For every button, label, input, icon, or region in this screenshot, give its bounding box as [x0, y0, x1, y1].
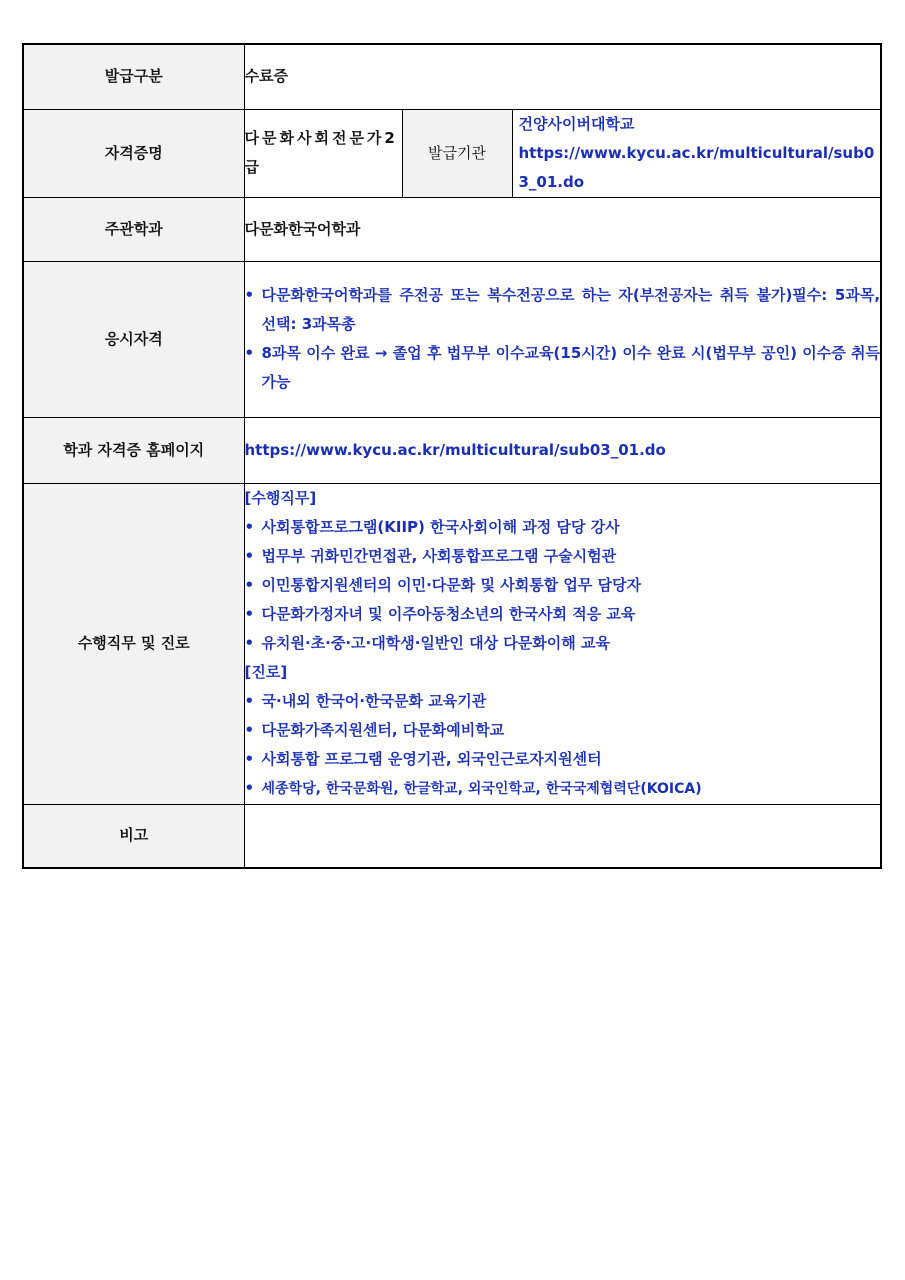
- bullet-icon: •: [244, 344, 255, 362]
- list-item: [245, 281, 881, 339]
- duty-item-text: 유치원·초·중·고·대학생·일반인 대상 다문화이해 교육: [261, 633, 610, 652]
- department-value: 다문화한국어학과: [244, 197, 881, 261]
- list-item: [245, 542, 881, 571]
- bullet-icon: •: [244, 720, 255, 739]
- bullet-icon: •: [244, 691, 255, 710]
- issuer-url-link[interactable]: https://www.kycu.ac.kr/multicultural/sub03_01.do: [518, 143, 875, 191]
- eligibility-label: 응시자격: [23, 261, 244, 417]
- bullet-icon: •: [244, 633, 255, 652]
- homepage-url-link[interactable]: https://www.kycu.ac.kr/multicultural/sub03_01.do: [244, 440, 666, 459]
- row-duties: [23, 483, 881, 804]
- issue-type-value: 수료증: [244, 44, 881, 109]
- duty-item-text: 법무부 귀화민간면접관, 사회통합프로그램 구술시험관: [261, 546, 617, 565]
- row-homepage: [23, 417, 881, 483]
- career-item-text: 다문화가족지원센터, 다문화예비학교: [261, 720, 505, 739]
- duties-cell: [244, 483, 881, 804]
- bullet-icon: •: [244, 517, 255, 536]
- cert-name-label: 자격증명: [23, 109, 244, 197]
- eligibility-cell: [244, 261, 881, 417]
- homepage-cell: [244, 417, 881, 483]
- career-heading: [진로]: [244, 662, 288, 681]
- eligibility-list: [245, 281, 881, 397]
- row-eligibility: [23, 261, 881, 417]
- issuer-cell: [512, 109, 881, 197]
- duty-item-text: 사회통합프로그램(KIIP) 한국사회이해 과정 담당 강사: [261, 517, 620, 536]
- certificate-table: [22, 43, 882, 869]
- career-item-text: 사회통합 프로그램 운영기관, 외국인근로자지원센터: [261, 749, 602, 768]
- list-item: [245, 687, 881, 716]
- duty-list: [245, 513, 881, 658]
- eligibility-item-text: 8과목 이수 완료 → 졸업 후 법무부 이수교육(15시간) 이수 완료 시(법무부 공인) 이수증 취득 가능: [261, 344, 881, 391]
- bullet-icon: •: [244, 749, 255, 768]
- list-item: [245, 629, 881, 658]
- list-item: [245, 513, 881, 542]
- issuer-name: 건양사이버대학교: [518, 114, 635, 133]
- remarks-value: [244, 804, 881, 868]
- row-cert-name: [23, 109, 881, 197]
- career-item-text: 세종학당, 한국문화원, 한글학교, 외국인학교, 한국국제협력단(KOICA): [261, 780, 702, 797]
- duties-label: 수행직무 및 진로: [23, 483, 244, 804]
- row-issue-type: [23, 44, 881, 109]
- duty-item-text: 다문화가정자녀 및 이주아동청소년의 한국사회 적응 교육: [261, 604, 636, 623]
- remarks-label: 비고: [23, 804, 244, 868]
- department-label: 주관학과: [23, 197, 244, 261]
- bullet-icon: •: [244, 778, 255, 797]
- career-list: [245, 687, 881, 804]
- eligibility-item-text: 다문화한국어학과를 주전공 또는 복수전공으로 하는 자(부전공자는 취득 불가)필수: 5과목, 선택: 3과목총: [261, 286, 881, 333]
- bullet-icon: •: [244, 286, 255, 304]
- row-department: [23, 197, 881, 261]
- cert-name-value: 다문화사회전문가2급: [244, 109, 402, 197]
- duty-heading: [수행직무]: [244, 488, 317, 507]
- homepage-label: 학과 자격증 홈페이지: [23, 417, 244, 483]
- list-item: [245, 339, 881, 397]
- bullet-icon: •: [244, 604, 255, 623]
- issuer-label: 발급기관: [402, 109, 512, 197]
- list-item: [245, 600, 881, 629]
- list-item: [245, 745, 881, 774]
- duty-item-text: 이민통합지원센터의 이민·다문화 및 사회통합 업무 담당자: [261, 575, 642, 594]
- career-item-text: 국·내외 한국어·한국문화 교육기관: [261, 691, 487, 710]
- issue-type-label: 발급구분: [23, 44, 244, 109]
- list-item: [245, 571, 881, 600]
- bullet-icon: •: [244, 546, 255, 565]
- list-item: [245, 774, 881, 804]
- bullet-icon: •: [244, 575, 255, 594]
- row-remarks: [23, 804, 881, 868]
- list-item: [245, 716, 881, 745]
